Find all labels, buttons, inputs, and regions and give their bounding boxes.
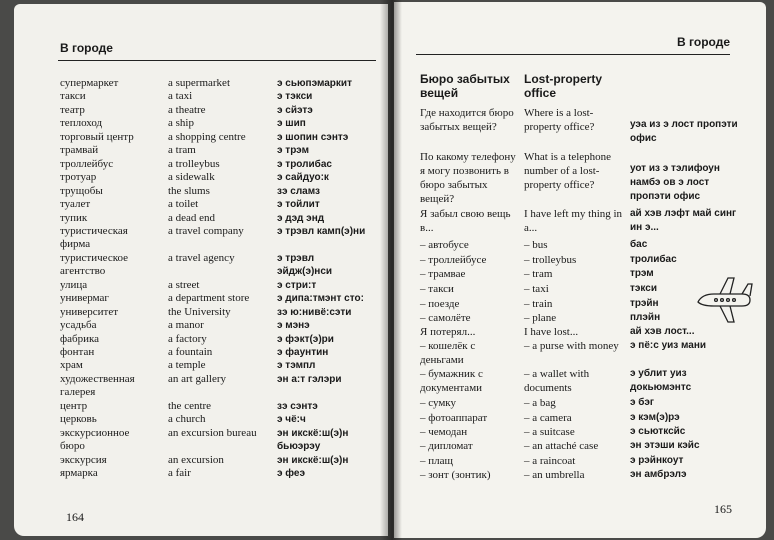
left-page-number: 164 xyxy=(66,510,84,524)
glossary-row xyxy=(60,386,380,399)
book-gutter xyxy=(380,0,402,540)
phrase-row xyxy=(420,325,750,339)
phrase-row xyxy=(420,396,750,410)
glossary-transcription: э мэнэ xyxy=(277,320,310,332)
phrase-row xyxy=(420,238,750,252)
glossary-en: a trolleybus xyxy=(168,157,220,170)
glossary-en: a factory xyxy=(168,332,207,345)
section-heading-en: Lost-property office xyxy=(524,72,602,100)
glossary-en: an excursion bureau xyxy=(168,426,257,439)
glossary-transcription: э чё:ч xyxy=(277,414,306,426)
glossary-ru: театр xyxy=(60,103,85,116)
glossary-ru: фирма xyxy=(60,238,91,251)
glossary-row xyxy=(60,373,380,386)
glossary-ru: ярмарка xyxy=(60,467,98,480)
glossary-ru: торговый центр xyxy=(60,130,134,143)
glossary-row xyxy=(60,77,380,90)
glossary-transcription: э стри:т xyxy=(277,279,317,291)
glossary-transcription: э дипа:тмэнт сто: xyxy=(277,293,364,305)
glossary-row xyxy=(60,198,380,211)
glossary-en: a street xyxy=(168,278,200,291)
right-page-number: 165 xyxy=(714,502,732,516)
left-page xyxy=(14,4,388,536)
phrase-transcription: бас xyxy=(630,239,648,250)
glossary-en: a theatre xyxy=(168,103,206,116)
glossary-ru: фабрика xyxy=(60,332,100,345)
glossary-ru: троллейбус xyxy=(60,157,114,170)
glossary-ru: церковь xyxy=(60,413,97,426)
glossary-row xyxy=(60,427,380,440)
glossary-ru: тротуар xyxy=(60,171,97,184)
glossary-en: the University xyxy=(168,305,231,318)
glossary-transcription: э шопин сэнтэ xyxy=(277,131,349,143)
phrase-transcription: уэа из э лост пропэти офис xyxy=(630,119,738,144)
glossary-row xyxy=(60,346,380,359)
glossary-en: a dead end xyxy=(168,211,216,224)
phrase-transcription: э ублит уиз докьюмэнтс xyxy=(630,368,692,393)
glossary-ru: университет xyxy=(60,305,119,318)
left-header-rule xyxy=(58,60,376,61)
phrase-ru: Где находится бюро забытых вещей? xyxy=(420,107,514,133)
phrase-en: – plane xyxy=(524,312,557,324)
phrase-row xyxy=(420,150,750,208)
phrase-en: – an attaché case xyxy=(524,440,599,452)
glossary-en: a tram xyxy=(168,144,196,157)
glossary-transcription: бьюэрэу xyxy=(277,441,321,453)
phrase-transcription: э кэм(э)рэ xyxy=(630,412,680,423)
phrase-ru: Я забыл свою вещь в... xyxy=(420,208,511,234)
glossary-row xyxy=(60,90,380,103)
glossary-ru: туалет xyxy=(60,198,91,211)
glossary-transcription: э дэд энд xyxy=(277,212,325,224)
glossary-transcription: зэ ю:нивё:сэти xyxy=(277,306,352,318)
glossary-ru: трамвай xyxy=(60,144,99,157)
phrase-transcription: трэйн xyxy=(630,298,659,309)
phrase-ru: – кошелёк с деньгами xyxy=(420,340,476,366)
glossary-row xyxy=(60,440,380,453)
left-running-title: В городе xyxy=(60,41,113,55)
phrase-en: I have left my thing in a... xyxy=(524,208,623,234)
phrase-row xyxy=(420,253,750,267)
glossary-row xyxy=(60,185,380,198)
phrase-transcription: плэйн xyxy=(630,312,661,323)
glossary-row xyxy=(60,144,380,157)
glossary-transcription: эйдж(э)нси xyxy=(277,266,333,278)
glossary-ru: экскурсионное xyxy=(60,426,130,439)
glossary-en: a department store xyxy=(168,292,250,305)
phrase-ru: – поезде xyxy=(420,298,460,310)
phrase-row xyxy=(420,468,750,482)
phrase-row xyxy=(420,439,750,453)
glossary-en: the centre xyxy=(168,399,212,412)
glossary-transcription: зэ сламз xyxy=(277,185,320,197)
phrase-en: – a bag xyxy=(524,397,556,409)
glossary-ru: агентство xyxy=(60,265,106,278)
phrase-ru: – автобусе xyxy=(420,239,469,251)
phrase-en: – a wallet with documents xyxy=(524,368,590,394)
glossary-en: a fair xyxy=(168,467,191,480)
glossary-transcription: эн а:т гэлэри xyxy=(277,373,342,385)
glossary-transcription: эн икскё:ш(э)н xyxy=(277,454,349,466)
phrase-row xyxy=(420,411,750,425)
phrase-row xyxy=(420,106,750,150)
glossary-transcription: э трэвл xyxy=(277,252,315,264)
phrase-transcription: э бэг xyxy=(630,397,655,408)
phrase-en: – a suitcase xyxy=(524,426,575,438)
glossary-transcription: зэ сэнтэ xyxy=(277,400,318,412)
phrase-ru: – дипломат xyxy=(420,440,473,452)
glossary-en: a ship xyxy=(168,117,194,130)
glossary-row xyxy=(60,454,380,467)
glossary-ru: такси xyxy=(60,90,86,103)
glossary-ru: туристическая xyxy=(60,224,128,237)
glossary-transcription: э сайдуо:к xyxy=(277,172,329,184)
phrase-row xyxy=(420,425,750,439)
glossary-en: a shopping centre xyxy=(168,130,246,143)
glossary-row xyxy=(60,306,380,319)
glossary-row xyxy=(60,225,380,238)
glossary-transcription: эн икскё:ш(э)н xyxy=(277,427,349,439)
glossary-en: a sidewalk xyxy=(168,171,215,184)
phrase-en: – bus xyxy=(524,239,548,251)
right-running-title: В городе xyxy=(677,35,730,49)
phrase-ru: – сумку xyxy=(420,397,456,409)
glossary-en: an excursion xyxy=(168,453,224,466)
glossary-transcription: э тойлит xyxy=(277,199,320,211)
glossary-ru: центр xyxy=(60,399,88,412)
glossary-row xyxy=(60,212,380,225)
phrase-transcription: трэм xyxy=(630,268,654,279)
phrase-ru: – бумажник с документами xyxy=(420,368,483,394)
glossary-ru: улица xyxy=(60,278,88,291)
phrase-ru: По какому телефону я могу позвонить в бюро забытых вещей? xyxy=(420,151,516,205)
phrase-ru: – чемодан xyxy=(420,426,468,438)
glossary-transcription: э трэвл камп(э)ни xyxy=(277,225,366,237)
phrase-ru: – зонт (зонтик) xyxy=(420,469,491,481)
phrase-transcription: тэкси xyxy=(630,283,658,294)
glossary-row xyxy=(60,413,380,426)
glossary-ru: экскурсия xyxy=(60,453,107,466)
glossary-row xyxy=(60,131,380,144)
glossary-en: a supermarket xyxy=(168,77,230,89)
phrase-transcription: тролибас xyxy=(630,254,677,265)
phrase-ru: Я потерял... xyxy=(420,326,476,338)
glossary-en: a manor xyxy=(168,319,204,332)
phrase-transcription: э рэйнкоут xyxy=(630,455,684,466)
phrase-transcription: э сьютксйс xyxy=(630,426,686,437)
glossary-en: a temple xyxy=(168,359,206,372)
glossary-transcription: э шип xyxy=(277,118,306,130)
glossary-en: an art gallery xyxy=(168,372,227,385)
glossary-transcription: э фаунтин xyxy=(277,347,329,358)
phrase-transcription: э пё:с уиз мани xyxy=(630,340,707,351)
right-header-rule xyxy=(416,54,730,55)
phrase-en: What is a telephone number of a lost-property office? xyxy=(524,151,612,191)
airplane-icon xyxy=(694,272,754,327)
glossary-row xyxy=(60,467,380,480)
phrase-ru: – плащ xyxy=(420,455,453,467)
glossary-row xyxy=(60,333,380,346)
phrase-ru: – трамвае xyxy=(420,268,466,280)
glossary-row xyxy=(60,265,380,278)
glossary-ru: бюро xyxy=(60,440,85,453)
glossary-ru: трущобы xyxy=(60,184,103,197)
glossary-ru: туристическое xyxy=(60,251,128,264)
phrase-en: – a purse with money xyxy=(524,340,619,352)
glossary-en: a toilet xyxy=(168,198,199,211)
section-heading-ru: Бюро забытых вещей xyxy=(420,72,510,100)
glossary-row xyxy=(60,238,380,251)
glossary-transcription: э трэм xyxy=(277,145,309,157)
glossary-transcription: э тэмпл xyxy=(277,360,316,372)
glossary-en: the slums xyxy=(168,184,210,197)
glossary-row xyxy=(60,252,380,265)
phrase-transcription: эн амбрэлэ xyxy=(630,469,687,480)
glossary-transcription: э сьюпэмаркит xyxy=(277,78,352,89)
glossary-en: a church xyxy=(168,413,206,426)
glossary-en: a travel company xyxy=(168,224,244,237)
phrase-ru: – троллейбусе xyxy=(420,254,487,266)
phrase-ru: – самолёте xyxy=(420,312,471,324)
phrase-en: – an umbrella xyxy=(524,469,585,481)
phrase-en: – tram xyxy=(524,268,553,280)
glossary-row xyxy=(60,117,380,130)
glossary-en: a taxi xyxy=(168,90,193,103)
glossary-row xyxy=(60,171,380,184)
phrase-ru: – фотоаппарат xyxy=(420,412,488,424)
glossary-ru: усадьба xyxy=(60,319,97,332)
glossary-row xyxy=(60,104,380,117)
phrase-en: – trolleybus xyxy=(524,254,577,266)
section-heading xyxy=(420,72,750,104)
glossary-transcription: э тэкси xyxy=(277,91,313,103)
phrase-transcription: ай хэв лост... xyxy=(630,326,695,337)
glossary-transcription: э фэкт(э)ри xyxy=(277,333,334,345)
phrase-en: – taxi xyxy=(524,283,549,295)
phrase-ru: – такси xyxy=(420,283,454,295)
glossary-en: a travel agency xyxy=(168,251,235,264)
phrase-row xyxy=(420,367,750,395)
glossary-row xyxy=(60,400,380,413)
glossary-row xyxy=(60,319,380,332)
phrase-en: – train xyxy=(524,298,553,310)
glossary-ru: универмаг xyxy=(60,292,109,305)
glossary-row xyxy=(60,279,380,292)
glossary-ru: теплоход xyxy=(60,117,103,130)
glossary-row xyxy=(60,158,380,171)
right-page xyxy=(394,2,766,538)
glossary-transcription: э феэ xyxy=(277,468,306,480)
glossary-transcription: э сйэтэ xyxy=(277,104,313,116)
phrase-en: I have lost... xyxy=(524,326,579,338)
glossary-transcription: э тролибас xyxy=(277,158,332,170)
phrase-en: – a raincoat xyxy=(524,455,576,467)
phrase-transcription: эн этэши кэйс xyxy=(630,440,700,451)
phrase-en: – a camera xyxy=(524,412,572,424)
glossary-ru: храм xyxy=(60,359,83,372)
glossary-ru: галерея xyxy=(60,386,96,399)
glossary-ru: супермаркет xyxy=(60,77,119,89)
phrase-en: Where is a lost-property office? xyxy=(524,107,595,133)
phrase-row xyxy=(420,339,750,367)
glossary-ru: тупик xyxy=(60,211,88,224)
glossary-row xyxy=(60,292,380,305)
phrase-transcription: уот из э тэлифоун намбэ ов э лост пропэти офис xyxy=(630,163,720,202)
phrase-transcription: ай хэв лэфт май синг ин э... xyxy=(630,208,737,233)
glossary-ru: художественная xyxy=(60,372,135,385)
phrase-row xyxy=(420,454,750,468)
glossary-en: a fountain xyxy=(168,346,213,358)
glossary-row xyxy=(60,359,380,372)
glossary-ru: фонтан xyxy=(60,346,95,358)
phrase-row xyxy=(420,207,750,235)
